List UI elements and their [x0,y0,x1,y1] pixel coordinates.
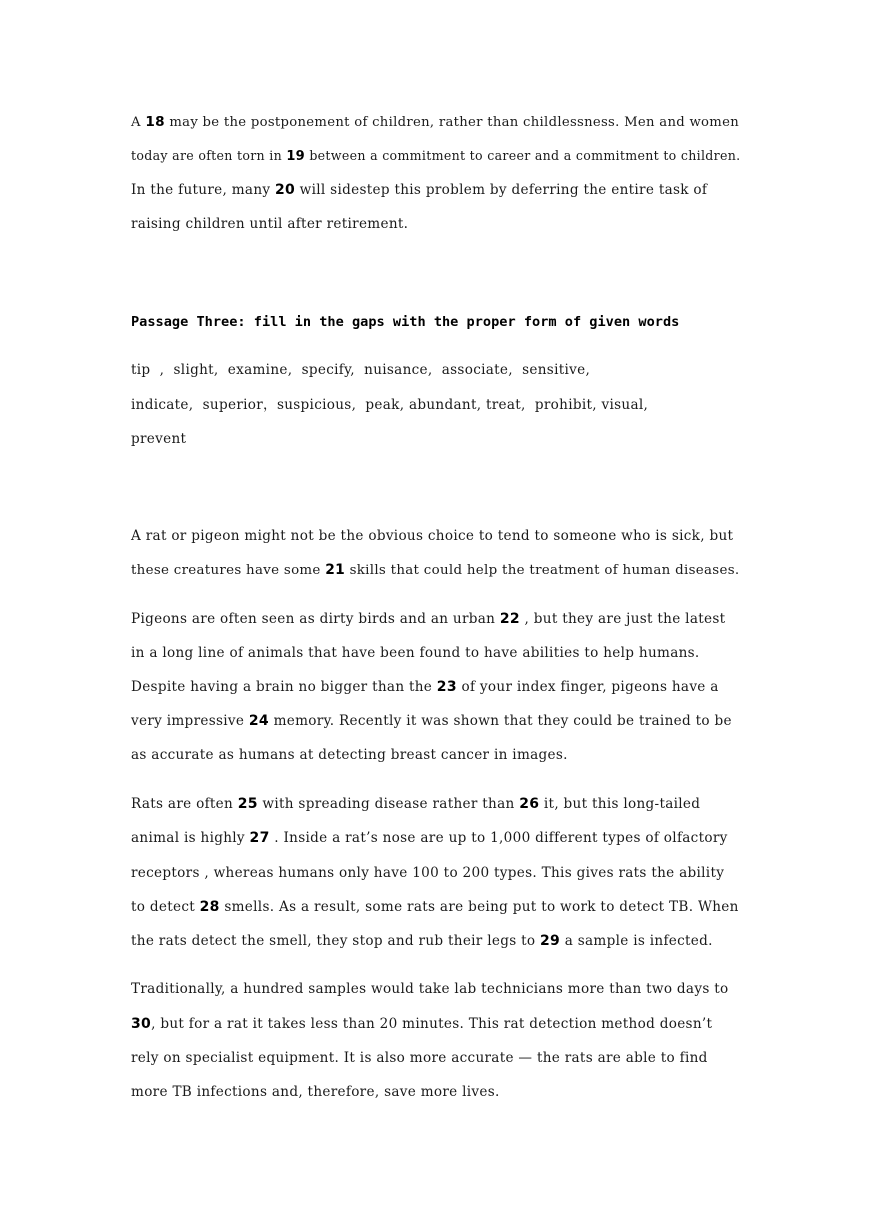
text-line: Despite having a brain no bigger than the 23 of your index finger, pigeons have a [131,679,719,695]
gap-number: 24 [248,713,269,729]
text-line: A rat or pigeon might not be the obvious choice to tend to someone who is sick, but [131,528,734,544]
text-line: as accurate as humans at detecting breast cancer in images. [131,747,568,763]
text-line: today are often torn in 19 between a commitment to career and a commitment to children. [131,148,741,164]
text-line: Rats are often 25 with spreading disease rather than 26 it, but this long-tailed [131,796,701,812]
gap-number: 22 [499,611,520,627]
section-heading: Passage Three: fill in the gaps with the proper form of given words [131,314,680,330]
text-line: in a long line of animals that have been found to have abilities to help humans. [131,645,700,661]
text-line: animal is highly 27 . Inside a rat’s nose are up to 1,000 different types of olfactory [131,830,728,846]
text-line: Pigeons are often seen as dirty birds and an urban 22 , but they are just the latest [131,611,726,627]
text-line: more TB infections and, therefore, save more lives. [131,1084,500,1100]
gap-number: 21 [325,562,346,578]
gap-number: 26 [519,796,540,812]
gap-number: 28 [199,899,220,915]
gap-number: 23 [436,679,457,695]
text-line: In the future, many 20 will sidestep this problem by deferring the entire task of [131,182,708,198]
text-line: these creatures have some 21 skills that could help the treatment of human diseases. [131,562,740,578]
gap-number: 30 [131,1016,152,1032]
gap-number: 27 [249,830,270,846]
text-line: 30, but for a rat it takes less than 20 minutes. This rat detection method doesn’t [131,1016,713,1032]
text-line: very impressive 24 memory. Recently it was shown that they could be trained to be [131,713,732,729]
word-bank-line: tip , slight, examine, specify, nuisance, associate, sensitive, [131,362,591,378]
gap-number: 29 [539,933,561,949]
gap-number: 25 [237,796,258,812]
gap-number: 20 [274,182,296,198]
text-line: A 18 may be the postponement of children, rather than childlessness. Men and women [131,114,740,130]
text-line: to detect 28 smells. As a result, some rats are being put to work to detect TB. When [131,899,739,915]
text-line: rely on specialist equipment. It is also more accurate — the rats are able to find [131,1050,708,1066]
text-line: Traditionally, a hundred samples would take lab technicians more than two days to [131,981,729,997]
word-bank-line: indicate, superior，suspicious, peak, abundant, treat, prohibit, visual, [131,397,649,413]
text-line: the rats detect the smell, they stop and rub their legs to 29 a sample is infected. [131,933,713,949]
text-line: receptors , whereas humans only have 100 to 200 types. This gives rats the ability [131,865,725,881]
text-line: raising children until after retirement. [131,216,409,232]
word-bank-line: prevent [131,431,187,447]
gap-number: 19 [286,149,306,164]
gap-number: 18 [145,114,165,130]
